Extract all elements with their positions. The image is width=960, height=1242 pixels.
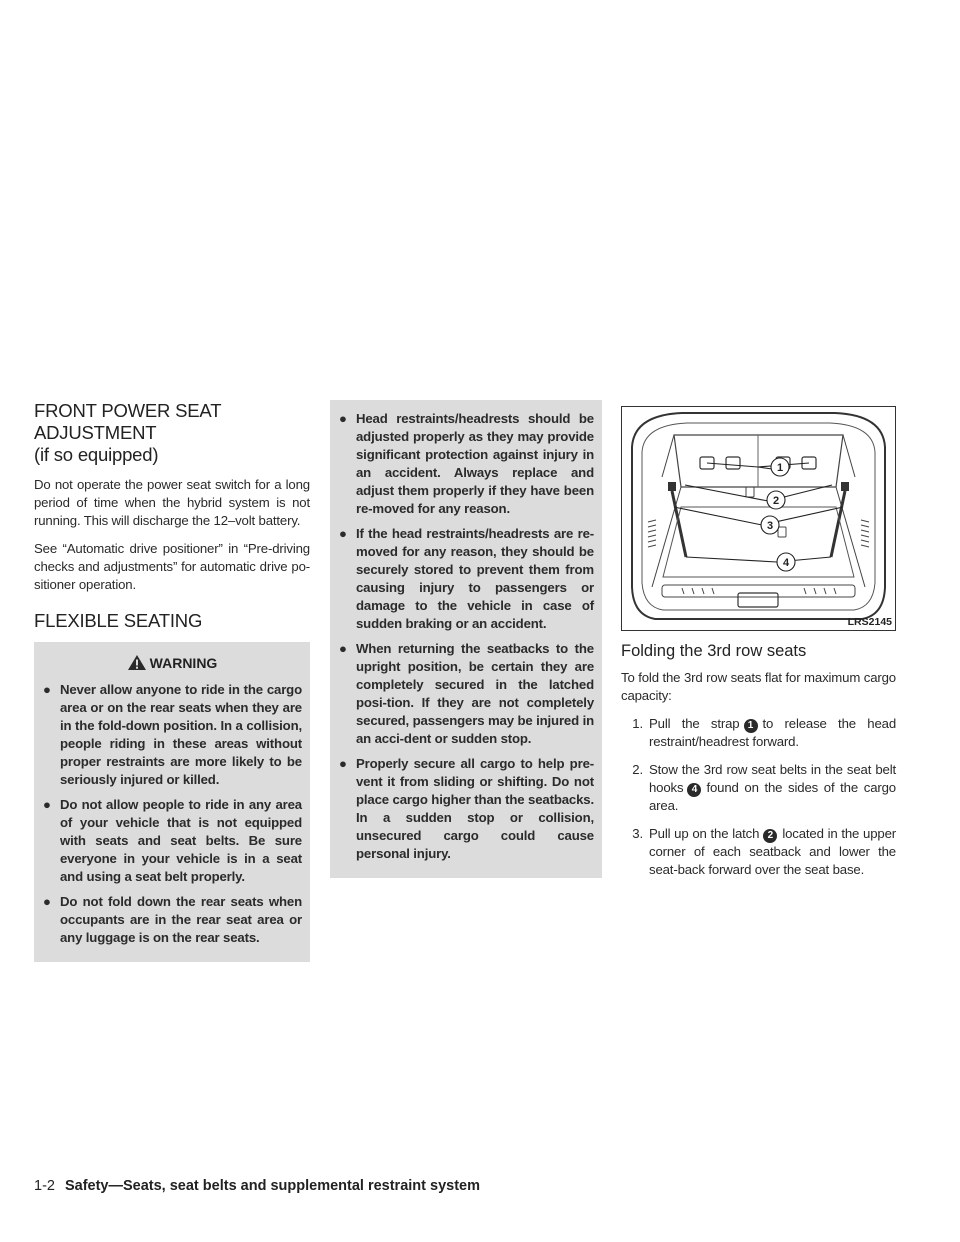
bullet-icon: ● [43,797,51,812]
paragraph-drive-positioner: See “Automatic drive positioner” in “Pre-driving checks and adjustments” for automatic drive po-sitioner operation. [34,541,310,592]
page-number: 1-2 [34,1178,55,1194]
step-item [621,715,896,751]
warning-box [34,642,310,962]
bullet-icon: ● [43,682,51,697]
step-number: 1. [632,716,643,731]
step-text: Pull up on the latch 2 located in the upper corner of each seatback and lower the seat-back forward over the seat base. [649,826,897,877]
callout-ref-icon: 2 [763,829,777,843]
warning-text: When returning the seatbacks to the upright position, be certain they are completely secured in the latched posi-tion. If they are not completely secured, passengers may be injured in an acci-dent or sudden stop. [356,641,594,746]
section-name: Safety—Seats, seat belts and supplemental restraint system [64,1178,480,1194]
paragraph-power-seat: Do not operate the power seat switch for a long period of time when the hybrid system is not running. This will discharge the 12–volt battery. [34,477,310,528]
page-footer [34,1178,480,1194]
callout-ref-icon: 1 [744,719,758,733]
warning-text: Do not fold down the rear seats when occupants are in the rear seat area or any luggage is on the rear seats. [60,894,302,945]
warning-item [338,755,594,863]
warning-item [42,681,302,789]
figure-code: LRS2145 [847,616,892,628]
callout-4: 4 [782,557,790,569]
warning-text: Properly secure all cargo to help pre-vent it from sliding or shifting. Do not place cargo higher than the seatbacks. In a sudden stop or collision, unsecured cargo could cause personal injury. [356,756,594,861]
step-text: Pull the strap 1 to release the head restraint/headrest forward. [649,716,896,749]
right-column [621,406,896,889]
warning-item [338,525,594,633]
callout-ref-icon: 4 [687,783,701,797]
warning-header [42,654,302,671]
warning-text: Head restraints/headrests should be adjusted properly as they may provide significant protection against injury in an accident. Always replace and adjust them properly if they have been re-moved for any reason. [356,411,594,516]
warning-item [338,410,594,518]
step-number: 3. [632,826,643,841]
section-title-flexible-seating: FLEXIBLE SEATING [34,610,203,631]
cargo-area-drawing [622,407,895,630]
warning-label: WARNING [149,654,218,671]
title-line-1: FRONT POWER SEAT ADJUSTMENT [34,400,221,443]
subsection-title: Folding the 3rd row seats [621,642,807,660]
warning-triangle-icon [127,654,147,671]
warning-text: Never allow anyone to ride in the cargo area or on the rear seats when they are in the fold-down position. In a collision, people riding in these areas without proper restraints are more likely to be seriously injured or killed. [60,682,302,787]
callout-3: 3 [766,520,774,532]
callout-1: 1 [776,462,784,474]
bullet-icon: ● [339,526,347,541]
warning-text: Do not allow people to ride in any area of your vehicle that is not equipped with seats and seat belts. Be sure everyone in your vehicle is in a seat and using a seat belt properly. [60,797,302,884]
intro-paragraph: To fold the 3rd row seats flat for maximum cargo capacity: [621,670,896,703]
bullet-icon: ● [339,756,347,771]
bullet-icon: ● [339,641,347,656]
bullet-icon: ● [339,411,347,426]
warning-text: If the head restraints/headrests are re-moved for any reason, they should be securely stored to prevent them from causing injury to passengers or damage to the vehicle in case of sudden braking or an accident. [356,526,594,631]
warning-box-continued [330,400,602,878]
step-item [621,761,896,815]
title-line-2: (if so equipped) [34,444,159,465]
section-title-power-seat [34,400,310,466]
step-text: Stow the 3rd row seat belts in the seat belt hooks 4 found on the sides of the cargo area. [649,762,896,813]
step-item [621,825,896,879]
cargo-area-illustration [621,406,896,631]
step-number: 2. [632,762,643,777]
warning-item [338,640,594,748]
callout-2: 2 [772,495,780,507]
bullet-icon: ● [43,894,51,909]
middle-column [330,400,602,878]
left-column [34,400,310,962]
warning-item [42,893,302,947]
warning-item [42,796,302,886]
